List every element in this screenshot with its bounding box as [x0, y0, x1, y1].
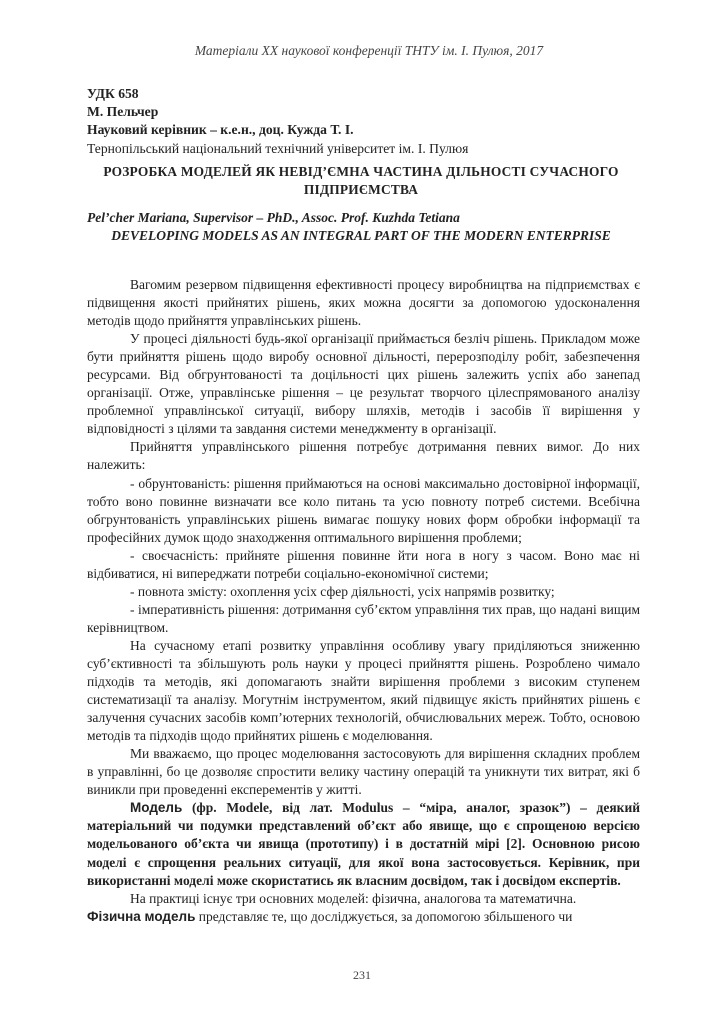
paragraph-physical-model: [87, 908, 640, 926]
article-meta: [87, 85, 647, 158]
supervisor-line: Науковий керівник – к.е.н., доц. Кужда Т. І.: [87, 122, 354, 138]
title-ukrainian: РОЗРОБКА МОДЕЛЕЙ ЯК НЕВІД’ЄМНА ЧАСТИНА ДІЛЬНОСТІ СУЧАСНОГО ПІДПРИЄМСТВА: [103, 164, 619, 197]
paragraph-1: Вагомим резервом підвищення ефективності процесу виробництва на підприємствах є підвищення якості прийнятих рішень, яких можна досягти за допомогою удосконалення методів щодо прийняття управлінських рішень.: [87, 277, 640, 329]
affiliation: Тернопільський національний технічний університет ім. І. Пулюя: [87, 140, 469, 156]
article-body: [87, 276, 640, 926]
title-english: DEVELOPING MODELS AS AN INTEGRAL PART OF THE MODERN ENTERPRISE: [111, 228, 611, 243]
paragraph-model-definition: [87, 799, 640, 889]
term-model: Модель: [130, 800, 183, 816]
list-item-justification: - обрунтованість: рішення приймаються на основі максимально достовірної інформації, тобто воно повинне визначати все коло питань та усю повноту потреб системи. Всебічна обгрунтованість управлінських рішень вимагає пошуку нових форм обробки інформації та професійних думок щодо знаходження оптимального вирішення проблеми;: [87, 475, 640, 545]
author-english: Pel’cher Mariana, Supervisor – PhD., Assoc. Prof. Kuzhda Tetiana: [87, 210, 460, 225]
term-physical-model: Фізична модель: [87, 908, 196, 924]
author-name: М. Пельчер: [87, 104, 159, 120]
udc-code: УДК 658: [87, 86, 139, 101]
paragraph-2: У процесі діяльності будь-якої організації приймається безліч рішень. Прикладом може бути прийняття рішень щодо виробу основної дільності, перерозподілу робіт, забезпечення ресурсами. Від обгрунтованості та доцільності цих рішень залежить успіх або занепад організації. Отже, управлінське рішення – це результат творчого цілеспрямованого аналізу проблемної управлінської ситуації, вибору шляхів, методів і засобів її вирішення у відповідності з цілями та завдання системи менеджменту в організації.: [87, 331, 640, 437]
list-item-completeness: - повнота змісту: охоплення усіх сфер діяльності, усіх напрямів розвитку;: [130, 583, 555, 599]
paragraph-11: На практиці існує три основних моделей: фізична, аналогова та математична.: [130, 890, 577, 906]
paragraph-9: Ми вважаємо, що процес моделювання застосовують для вирішення складних проблем в управлінні, бо це дозволяє спростити велику частину операцій та уникнути тих витрат, які б виникли при проведенні експерементів у житті.: [87, 746, 640, 798]
page-number: 231: [353, 968, 371, 982]
list-item-imperativeness: - імперативність рішення: дотримання суб’єктом управління тих прав, що надані вищим керівництвом.: [87, 601, 640, 635]
physical-model-text: представляє те, що досліджується, за допомогою збільшеного чи: [195, 908, 573, 924]
paragraph-8: На сучасному етапі розвитку управління особливу увагу приділяються зниженню суб’єктивності та збільшують роль науки у процесі прийняття рішень. Розроблено чимало підходів та методів, які допомагають знайти вирішення проблеми з високим ступенем систематизації та аналізу. Могутнім інструментом, який підвищує якість прийнятих рішень є залучення сучасних засобів комп’ютерних технологій, обчислювальних мереж. Тобто, основою методів та підходів щодо прийнятих рішень є моделювання.: [87, 637, 640, 744]
list-item-timeliness: - своєчасність: прийняте рішення повинне йти нога в ногу з часом. Воно має ні відбиватися, ні випереджати потреби соціально-економічної системи;: [87, 547, 640, 581]
model-definition-text: (фр. Modele, від лат. Modulus – “міра, аналог, зразок”) – деякий матеріальний чи подумки представлений об’єкт або явище, що є спрощеною версією модельованого об’єкта чи явища (прототипу) і в достатній мірі [2]. Основною рисою моделі є спрощення реальних ситуації, для якої вона застосовується. Керівник, при використанні моделі може скористатись як власним досвідом, так і досвідом експертів.: [87, 800, 640, 888]
conference-header: Матеріали XX наукової конференції ТНТУ ім. І. Пулюя, 2017: [194, 43, 544, 58]
paragraph-3: Прийняття управлінського рішення потребує дотримання певних вимог. До них належить:: [87, 439, 640, 473]
